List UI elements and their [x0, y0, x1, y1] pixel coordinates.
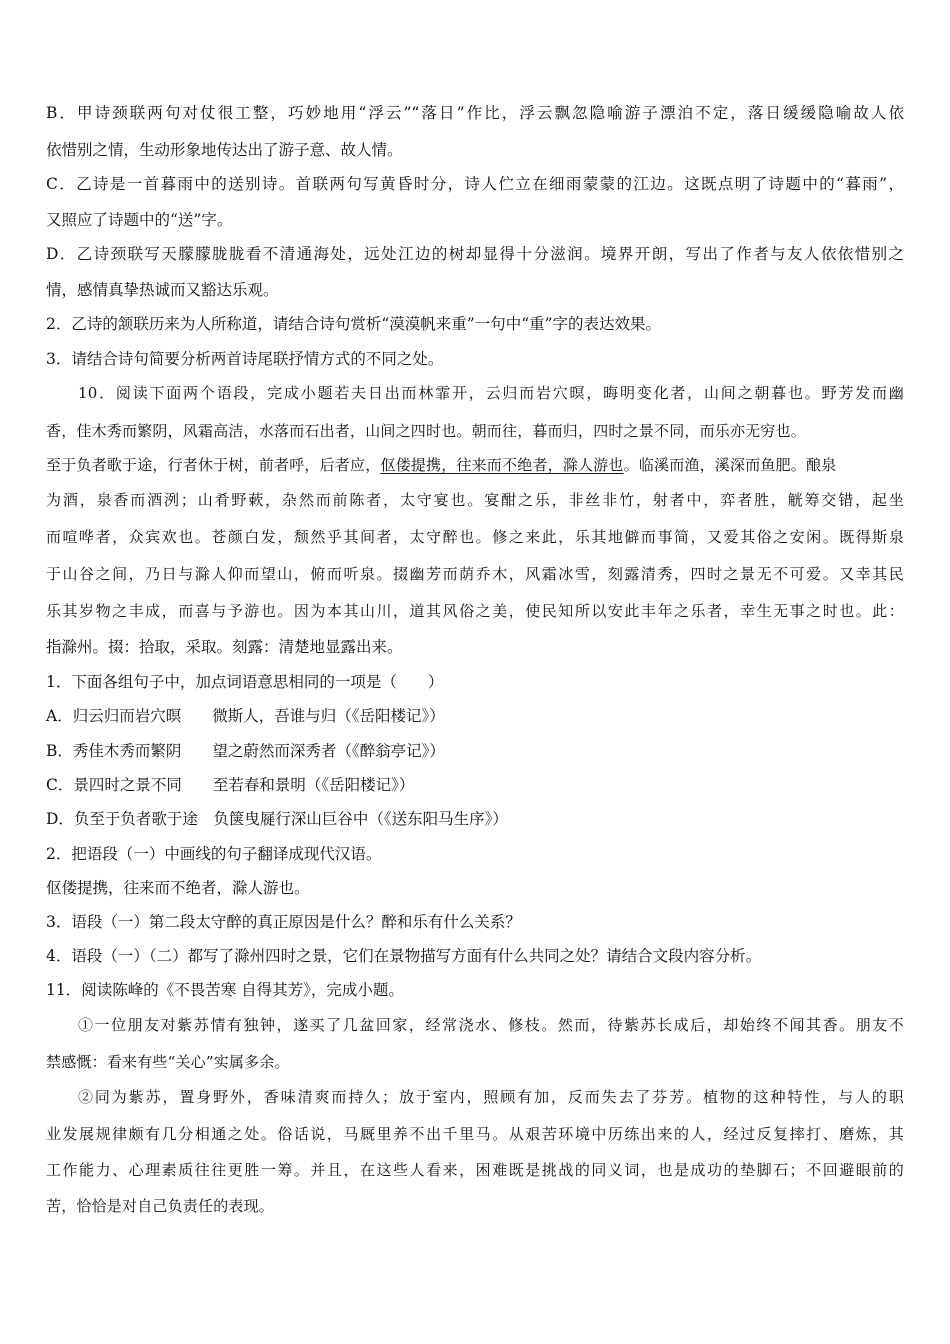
q10-passage-line-5: 而喧哗者，众宾欢也。苍颜白发，颓然乎其间者，太守醉也。修之来此，乐其地僻而事简，又爱其俗之安闲。既得斯泉	[46, 528, 904, 546]
q11-title: 11．阅读陈峰的《不畏苦寒 自得其芳》，完成小题。	[46, 981, 404, 999]
q10-passage-line-1: 10．阅读下面两个语段，完成小题若夫日出而林霏开，云归而岩穴暝，晦明变化者，山间之朝暮也。野芳发而幽	[78, 384, 904, 402]
q10-passage-line-3-start: 至于负者歌于途，行者休于树，前者呼，后者应，	[46, 456, 381, 474]
q10-passage-line-2: 香，佳木秀而繁阴，风霜高洁，水落而石出者，山间之四时也。朝而往，暮而归，四时之景不同，而乐亦无穷也。	[46, 422, 807, 440]
option-c-line-2: 又照应了诗题中的“送”字。	[46, 211, 233, 229]
option-b-line-2: 依惜别之情，生动形象地传达出了游子意、故人情。	[46, 141, 403, 159]
question-3: 3．请结合诗句简要分析两首诗尾联抒情方式的不同之处。	[46, 350, 444, 368]
underlined-sentence: 伛偻提携，往来而不绝者，滁人游也	[380, 456, 624, 474]
q10-passage-line-7: 乐其岁物之丰成，而喜与予游也。因为本其山川，道其风俗之美，使民知所以安此丰年之乐者，幸生无事之时也。此：	[46, 602, 904, 620]
q10-sub-1: 1．下面各组句子中，加点词语意思相同的一项是（ ）	[46, 673, 444, 691]
q11-para-1-line-1: ①一位朋友对紫苏情有独钟，遂买了几盆回家，经常浇水、修枝。然而，待紫苏长成后，却始终不闻其香。朋友不	[78, 1016, 904, 1034]
q10-sub-4: 4．语段（一）（二）都写了滁州四时之景，它们在景物描写方面有什么共同之处？请结合文段内容分析。	[46, 947, 762, 965]
option-c-line-1: C．乙诗是一首暮雨中的送别诗。首联两句写黄昏时分，诗人伫立在细雨蒙蒙的江边。这既点明了诗题中的“暮雨”，	[46, 175, 904, 193]
q10-passage-notes: 指滁州。掇：拾取，采取。刻露：清楚地显露出来。	[46, 638, 403, 656]
q10-sub-1-option-b: B．秀佳木秀而繁阴 望之蔚然而深秀者（《醉翁亭记》）	[46, 742, 445, 760]
q10-sub-3: 3．语段（一）第二段太守醉的真正原因是什么？醉和乐有什么关系？	[46, 913, 521, 931]
q10-passage-line-3	[46, 455, 904, 475]
q11-para-2-line-1: ②同为紫苏，置身野外，香味清爽而持久；放于室内，照顾有加，反而失去了芬芳。植物的这种特性，与人的职	[78, 1088, 904, 1106]
q11-para-1-line-2: 禁感慨：看来有些“关心”实属多余。	[46, 1053, 290, 1071]
q10-sub-1-option-d: D．负至于负者歌于途 负箧曳屣行深山巨谷中（《送东阳马生序》）	[46, 810, 508, 828]
option-b-line-1: B．甲诗颈联两句对仗很工整，巧妙地用“浮云”“落日”作比，浮云飘忽隐喻游子漂泊不定，落日缓缓隐喻故人依	[46, 104, 904, 122]
q11-para-2-line-3: 工作能力、心理素质往往更胜一筹。并且，在这些人看来，困难既是挑战的同义词，也是成功的垫脚石；不回避眼前的	[46, 1161, 904, 1179]
q10-passage-line-3-end: 。临溪而渔，溪深而鱼肥。酿泉	[623, 456, 837, 474]
q10-sub-1-option-c: C．景四时之景不同 至若春和景明（《岳阳楼记》）	[46, 776, 415, 794]
q10-sub-1-option-a: A．归云归而岩穴暝 微斯人，吾谁与归（《岳阳楼记》）	[46, 707, 445, 725]
option-d-line-1: D．乙诗颈联写天朦朦胧胧看不清通海处，远处江边的树却显得十分滋润。境界开朗，写出了作者与友人依依惜别之	[46, 245, 904, 263]
q10-sub-2-sentence: 伛偻提携，往来而不绝者，滁人游也。	[46, 879, 310, 897]
option-d-line-2: 情，感情真挚热诚而又豁达乐观。	[46, 281, 279, 299]
question-2: 2．乙诗的颔联历来为人所称道，请结合诗句赏析“漠漠帆来重”一句中“重”字的表达效果。	[46, 315, 662, 333]
q10-passage-line-4: 为酒，泉香而酒洌；山肴野蔌，杂然而前陈者，太守宴也。宴酣之乐，非丝非竹，射者中，弈者胜，觥筹交错，起坐	[46, 491, 904, 509]
q10-passage-line-6: 于山谷之间，乃日与滁人仰而望山，俯而听泉。掇幽芳而荫乔木，风霜冰雪，刻露清秀，四时之景无不可爱。又幸其民	[46, 565, 904, 583]
q11-para-2-line-4: 苦，恰恰是对自己负责任的表现。	[46, 1197, 275, 1215]
q11-para-2-line-2: 业发展规律颇有几分相通之处。俗话说，马厩里养不出千里马。从艰苦环境中历练出来的人，经过反复摔打、磨炼，其	[46, 1125, 904, 1143]
q10-sub-2: 2．把语段（一）中画线的句子翻译成现代汉语。	[46, 845, 382, 863]
